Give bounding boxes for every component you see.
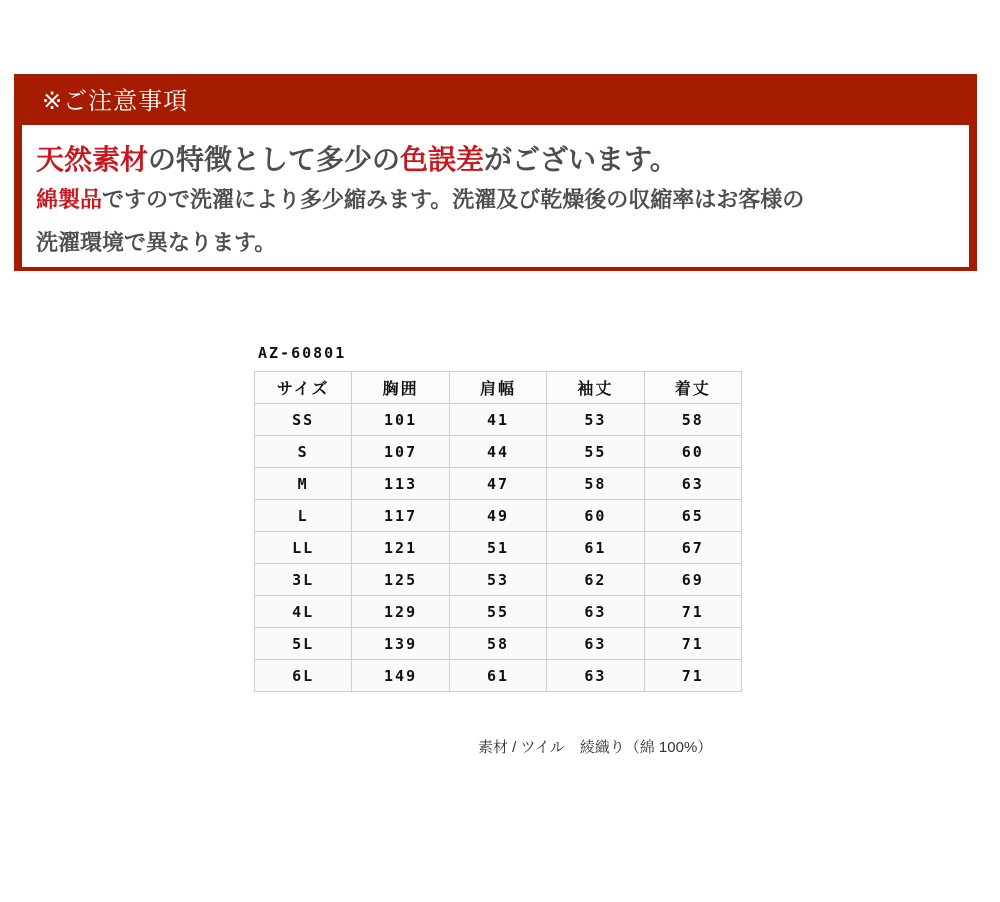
notice-text: がございます。 — [484, 143, 678, 176]
cell-sleeve: 61 — [547, 532, 644, 564]
notice-line-3: 洗濯環境で異なります。 — [36, 231, 277, 256]
cell-length: 67 — [644, 532, 741, 564]
cell-length: 58 — [644, 404, 741, 436]
cell-size: 4L — [255, 596, 352, 628]
cell-length: 60 — [644, 436, 741, 468]
cell-chest: 107 — [352, 436, 449, 468]
notice-body — [22, 125, 969, 267]
notice-text: ですので洗濯により多少縮みます。洗濯及び乾燥後の収縮率はお客様の — [102, 188, 805, 213]
cell-chest: 129 — [352, 596, 449, 628]
cell-length: 65 — [644, 500, 741, 532]
material-note: 素材 / ツイル 綾織り（綿 100%） — [478, 739, 713, 756]
notice-highlight-cotton: 綿製品 — [36, 188, 103, 213]
cell-sleeve: 63 — [547, 596, 644, 628]
size-table — [254, 371, 742, 692]
cell-shoulder: 44 — [449, 436, 546, 468]
cell-size: 3L — [255, 564, 352, 596]
table-header-row — [255, 372, 742, 404]
cell-sleeve: 62 — [547, 564, 644, 596]
cell-shoulder: 47 — [449, 468, 546, 500]
table-row — [255, 596, 742, 628]
notice-highlight-color-variance: 色誤差 — [400, 143, 485, 176]
notice-line-1 — [36, 140, 969, 180]
table-row — [255, 660, 742, 692]
cell-shoulder: 51 — [449, 532, 546, 564]
cell-chest: 101 — [352, 404, 449, 436]
header-length: 着丈 — [644, 372, 741, 404]
cell-shoulder: 58 — [449, 628, 546, 660]
header-sleeve: 袖丈 — [547, 372, 644, 404]
cell-shoulder: 41 — [449, 404, 546, 436]
cell-size: SS — [255, 404, 352, 436]
cell-sleeve: 60 — [547, 500, 644, 532]
cell-size: S — [255, 436, 352, 468]
cell-size: M — [255, 468, 352, 500]
cell-size: 5L — [255, 628, 352, 660]
notice-box — [14, 74, 977, 271]
cell-length: 69 — [644, 564, 741, 596]
cell-shoulder: 49 — [449, 500, 546, 532]
cell-chest: 149 — [352, 660, 449, 692]
cell-chest: 117 — [352, 500, 449, 532]
cell-chest: 121 — [352, 532, 449, 564]
notice-highlight-natural-material: 天然素材 — [36, 143, 149, 176]
cell-sleeve: 55 — [547, 436, 644, 468]
cell-sleeve: 58 — [547, 468, 644, 500]
cell-chest: 113 — [352, 468, 449, 500]
cell-chest: 139 — [352, 628, 449, 660]
cell-sleeve: 53 — [547, 404, 644, 436]
notice-text: の特徴として多少の — [148, 143, 401, 176]
cell-shoulder: 55 — [449, 596, 546, 628]
cell-shoulder: 53 — [449, 564, 546, 596]
cell-length: 71 — [644, 596, 741, 628]
table-row — [255, 564, 742, 596]
cell-size: L — [255, 500, 352, 532]
cell-size: 6L — [255, 660, 352, 692]
notice-header: ※ご注意事項 — [42, 87, 189, 115]
cell-shoulder: 61 — [449, 660, 546, 692]
table-row — [255, 436, 742, 468]
model-number: AZ-60801 — [258, 344, 347, 362]
cell-size: LL — [255, 532, 352, 564]
cell-length: 71 — [644, 660, 741, 692]
table-row — [255, 628, 742, 660]
cell-sleeve: 63 — [547, 628, 644, 660]
cell-chest: 125 — [352, 564, 449, 596]
header-shoulder: 肩幅 — [449, 372, 546, 404]
cell-length: 71 — [644, 628, 741, 660]
header-size: サイズ — [255, 372, 352, 404]
table-row — [255, 500, 742, 532]
notice-line-2 — [36, 180, 969, 222]
table-row — [255, 468, 742, 500]
header-chest: 胸囲 — [352, 372, 449, 404]
table-row — [255, 404, 742, 436]
cell-sleeve: 63 — [547, 660, 644, 692]
cell-length: 63 — [644, 468, 741, 500]
table-row — [255, 532, 742, 564]
